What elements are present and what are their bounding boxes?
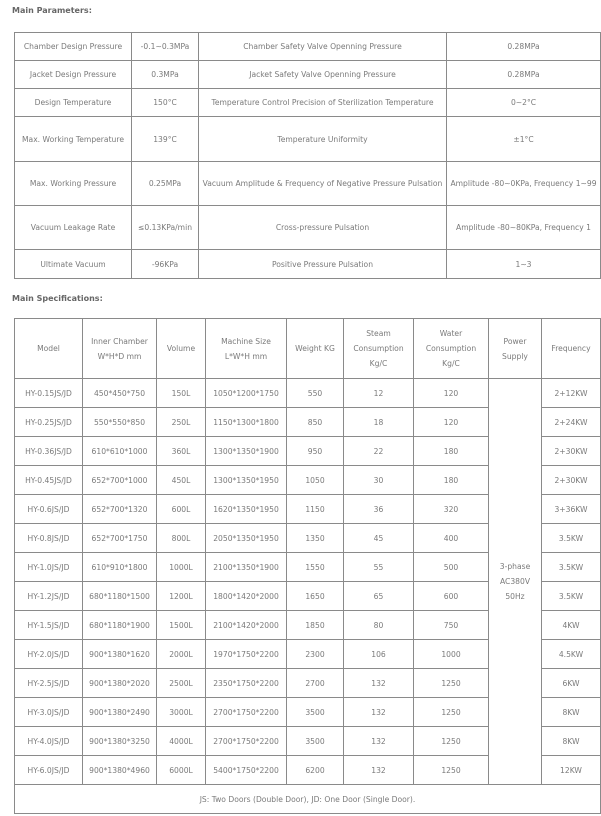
table-cell: 1250 bbox=[414, 669, 489, 698]
table-cell: 680*1180*1900 bbox=[83, 611, 157, 640]
footnote: JS: Two Doors (Double Door), JD: One Door (Single Door). bbox=[15, 785, 601, 814]
table-cell: 132 bbox=[344, 669, 414, 698]
parameter-value: 0.28MPa bbox=[447, 33, 601, 61]
column-header: Volume bbox=[157, 319, 206, 379]
table-cell: 900*1380*2490 bbox=[83, 698, 157, 727]
column-header: Frequency bbox=[542, 319, 601, 379]
parameter-value: 0~2°C bbox=[447, 89, 601, 117]
table-cell: 850 bbox=[287, 408, 344, 437]
parameter-row bbox=[15, 117, 601, 162]
header-row bbox=[15, 319, 601, 379]
table-cell: 1250 bbox=[414, 756, 489, 785]
table-cell: 900*1380*1620 bbox=[83, 640, 157, 669]
table-cell: 2050*1350*1950 bbox=[206, 524, 287, 553]
table-cell: 120 bbox=[414, 408, 489, 437]
main-specifications-heading: Main Specifications: bbox=[12, 294, 103, 303]
column-header: Machine Size L*W*H mm bbox=[206, 319, 287, 379]
parameter-label: Design Temperature bbox=[15, 89, 132, 117]
parameter-label: Temperature Uniformity bbox=[199, 117, 447, 162]
table-cell: 600 bbox=[414, 582, 489, 611]
column-header: Power Supply bbox=[489, 319, 542, 379]
table-cell: HY-4.0JS/JD bbox=[15, 727, 83, 756]
table-cell: 1050 bbox=[287, 466, 344, 495]
table-cell: HY-0.45JS/JD bbox=[15, 466, 83, 495]
table-cell: 1250 bbox=[414, 727, 489, 756]
table-cell: 1300*1350*1900 bbox=[206, 437, 287, 466]
table-cell: HY-0.6JS/JD bbox=[15, 495, 83, 524]
table-cell: HY-0.15JS/JD bbox=[15, 379, 83, 408]
table-cell: 6000L bbox=[157, 756, 206, 785]
table-cell: 2000L bbox=[157, 640, 206, 669]
table-cell: 3500 bbox=[287, 727, 344, 756]
parameters-table bbox=[14, 32, 601, 279]
parameter-value: 1~3 bbox=[447, 250, 601, 279]
table-cell: HY-2.5JS/JD bbox=[15, 669, 83, 698]
table-cell: 320 bbox=[414, 495, 489, 524]
frequency-cell: 8KW bbox=[542, 698, 601, 727]
table-cell: 6200 bbox=[287, 756, 344, 785]
table-cell: HY-1.0JS/JD bbox=[15, 553, 83, 582]
frequency-cell: 8KW bbox=[542, 727, 601, 756]
frequency-cell: 2+24KW bbox=[542, 408, 601, 437]
table-cell: HY-6.0JS/JD bbox=[15, 756, 83, 785]
parameter-value: Amplitude -80~0KPa, Frequency 1~99 bbox=[447, 162, 601, 206]
table-cell: 150L bbox=[157, 379, 206, 408]
power-supply-cell: 3-phase AC380V 50Hz bbox=[489, 379, 542, 785]
table-cell: 360L bbox=[157, 437, 206, 466]
table-cell: 610*910*1800 bbox=[83, 553, 157, 582]
table-cell: 120 bbox=[414, 379, 489, 408]
parameter-label: Temperature Control Precision of Sterilization Temperature bbox=[199, 89, 447, 117]
table-cell: 800L bbox=[157, 524, 206, 553]
table-cell: 3500 bbox=[287, 698, 344, 727]
table-cell: 1150*1300*1800 bbox=[206, 408, 287, 437]
parameter-value: ≤0.13KPa/min bbox=[132, 206, 199, 250]
table-cell: 1150 bbox=[287, 495, 344, 524]
table-cell: 22 bbox=[344, 437, 414, 466]
table-cell: 400 bbox=[414, 524, 489, 553]
table-row bbox=[15, 379, 601, 408]
table-cell: 1620*1350*1950 bbox=[206, 495, 287, 524]
parameter-label: Cross-pressure Pulsation bbox=[199, 206, 447, 250]
table-cell: 180 bbox=[414, 466, 489, 495]
parameter-row bbox=[15, 61, 601, 89]
table-cell: 2100*1350*1900 bbox=[206, 553, 287, 582]
column-header: Weight KG bbox=[287, 319, 344, 379]
parameter-label: Jacket Design Pressure bbox=[15, 61, 132, 89]
parameter-value: 0.28MPa bbox=[447, 61, 601, 89]
parameter-row bbox=[15, 33, 601, 61]
table-cell: 12 bbox=[344, 379, 414, 408]
frequency-cell: 3.5KW bbox=[542, 524, 601, 553]
parameter-value: 0.3MPa bbox=[132, 61, 199, 89]
table-cell: 1970*1750*2200 bbox=[206, 640, 287, 669]
column-header: Steam Consumption Kg/C bbox=[344, 319, 414, 379]
table-cell: 4000L bbox=[157, 727, 206, 756]
table-cell: 652*700*1750 bbox=[83, 524, 157, 553]
table-cell: 132 bbox=[344, 698, 414, 727]
table-cell: 900*1380*4960 bbox=[83, 756, 157, 785]
table-cell: 900*1380*2020 bbox=[83, 669, 157, 698]
table-cell: 600L bbox=[157, 495, 206, 524]
parameter-label: Ultimate Vacuum bbox=[15, 250, 132, 279]
table-cell: 1000L bbox=[157, 553, 206, 582]
table-cell: 1050*1200*1750 bbox=[206, 379, 287, 408]
parameter-label: Jacket Safety Valve Openning Pressure bbox=[199, 61, 447, 89]
frequency-cell: 4.5KW bbox=[542, 640, 601, 669]
table-cell: 610*610*1000 bbox=[83, 437, 157, 466]
table-cell: 1550 bbox=[287, 553, 344, 582]
table-cell: 2100*1420*2000 bbox=[206, 611, 287, 640]
table-cell: HY-1.2JS/JD bbox=[15, 582, 83, 611]
table-cell: 652*700*1000 bbox=[83, 466, 157, 495]
parameter-value: -0.1~0.3MPa bbox=[132, 33, 199, 61]
column-header: Water Consumption Kg/C bbox=[414, 319, 489, 379]
parameter-row bbox=[15, 206, 601, 250]
frequency-cell: 6KW bbox=[542, 669, 601, 698]
table-cell: 900*1380*3250 bbox=[83, 727, 157, 756]
table-cell: 500 bbox=[414, 553, 489, 582]
table-cell: 1650 bbox=[287, 582, 344, 611]
parameter-label: Max. Working Pressure bbox=[15, 162, 132, 206]
table-cell: 2350*1750*2200 bbox=[206, 669, 287, 698]
table-cell: 1300*1350*1950 bbox=[206, 466, 287, 495]
frequency-cell: 3.5KW bbox=[542, 582, 601, 611]
table-cell: 18 bbox=[344, 408, 414, 437]
table-cell: 550 bbox=[287, 379, 344, 408]
parameter-row bbox=[15, 162, 601, 206]
table-cell: 2700*1750*2200 bbox=[206, 698, 287, 727]
table-cell: 2700*1750*2200 bbox=[206, 727, 287, 756]
table-cell: 30 bbox=[344, 466, 414, 495]
frequency-cell: 2+30KW bbox=[542, 437, 601, 466]
table-cell: 680*1180*1500 bbox=[83, 582, 157, 611]
table-cell: HY-1.5JS/JD bbox=[15, 611, 83, 640]
frequency-cell: 12KW bbox=[542, 756, 601, 785]
table-cell: 750 bbox=[414, 611, 489, 640]
table-cell: 5400*1750*2200 bbox=[206, 756, 287, 785]
frequency-cell: 4KW bbox=[542, 611, 601, 640]
table-cell: 1350 bbox=[287, 524, 344, 553]
parameter-value: 0.25MPa bbox=[132, 162, 199, 206]
parameter-label: Positive Pressure Pulsation bbox=[199, 250, 447, 279]
table-cell: 1200L bbox=[157, 582, 206, 611]
table-cell: 250L bbox=[157, 408, 206, 437]
table-cell: 80 bbox=[344, 611, 414, 640]
table-cell: HY-3.0JS/JD bbox=[15, 698, 83, 727]
table-cell: 450*450*750 bbox=[83, 379, 157, 408]
parameter-row bbox=[15, 250, 601, 279]
parameter-value: ±1°C bbox=[447, 117, 601, 162]
parameter-label: Chamber Design Pressure bbox=[15, 33, 132, 61]
frequency-cell: 2+30KW bbox=[542, 466, 601, 495]
table-cell: 3000L bbox=[157, 698, 206, 727]
frequency-cell: 3+36KW bbox=[542, 495, 601, 524]
column-header: Inner Chamber W*H*D mm bbox=[83, 319, 157, 379]
table-cell: 1500L bbox=[157, 611, 206, 640]
table-cell: 2300 bbox=[287, 640, 344, 669]
parameter-value: -96KPa bbox=[132, 250, 199, 279]
parameter-label: Vacuum Leakage Rate bbox=[15, 206, 132, 250]
frequency-cell: 2+12KW bbox=[542, 379, 601, 408]
table-cell: 550*550*850 bbox=[83, 408, 157, 437]
parameter-label: Chamber Safety Valve Openning Pressure bbox=[199, 33, 447, 61]
table-cell: HY-0.25JS/JD bbox=[15, 408, 83, 437]
table-cell: HY-0.36JS/JD bbox=[15, 437, 83, 466]
parameter-label: Max. Working Temperature bbox=[15, 117, 132, 162]
parameter-row bbox=[15, 89, 601, 117]
table-cell: 1850 bbox=[287, 611, 344, 640]
table-cell: 55 bbox=[344, 553, 414, 582]
parameter-label: Vacuum Amplitude & Frequency of Negative Pressure Pulsation bbox=[199, 162, 447, 206]
table-cell: 2500L bbox=[157, 669, 206, 698]
table-cell: 45 bbox=[344, 524, 414, 553]
specifications-table bbox=[14, 318, 601, 814]
table-cell: 132 bbox=[344, 727, 414, 756]
table-cell: 450L bbox=[157, 466, 206, 495]
parameter-value: Amplitude -80~80KPa, Frequency 1 bbox=[447, 206, 601, 250]
table-cell: 36 bbox=[344, 495, 414, 524]
parameter-value: 139°C bbox=[132, 117, 199, 162]
table-cell: 950 bbox=[287, 437, 344, 466]
table-cell: 1250 bbox=[414, 698, 489, 727]
table-cell: 180 bbox=[414, 437, 489, 466]
table-cell: 1000 bbox=[414, 640, 489, 669]
frequency-cell: 3.5KW bbox=[542, 553, 601, 582]
column-header: Model bbox=[15, 319, 83, 379]
table-cell: 132 bbox=[344, 756, 414, 785]
table-cell: 1800*1420*2000 bbox=[206, 582, 287, 611]
table-cell: HY-2.0JS/JD bbox=[15, 640, 83, 669]
table-cell: HY-0.8JS/JD bbox=[15, 524, 83, 553]
table-cell: 106 bbox=[344, 640, 414, 669]
parameter-value: 150°C bbox=[132, 89, 199, 117]
table-cell: 2700 bbox=[287, 669, 344, 698]
table-cell: 65 bbox=[344, 582, 414, 611]
table-cell: 652*700*1320 bbox=[83, 495, 157, 524]
main-parameters-heading: Main Parameters: bbox=[12, 6, 92, 15]
